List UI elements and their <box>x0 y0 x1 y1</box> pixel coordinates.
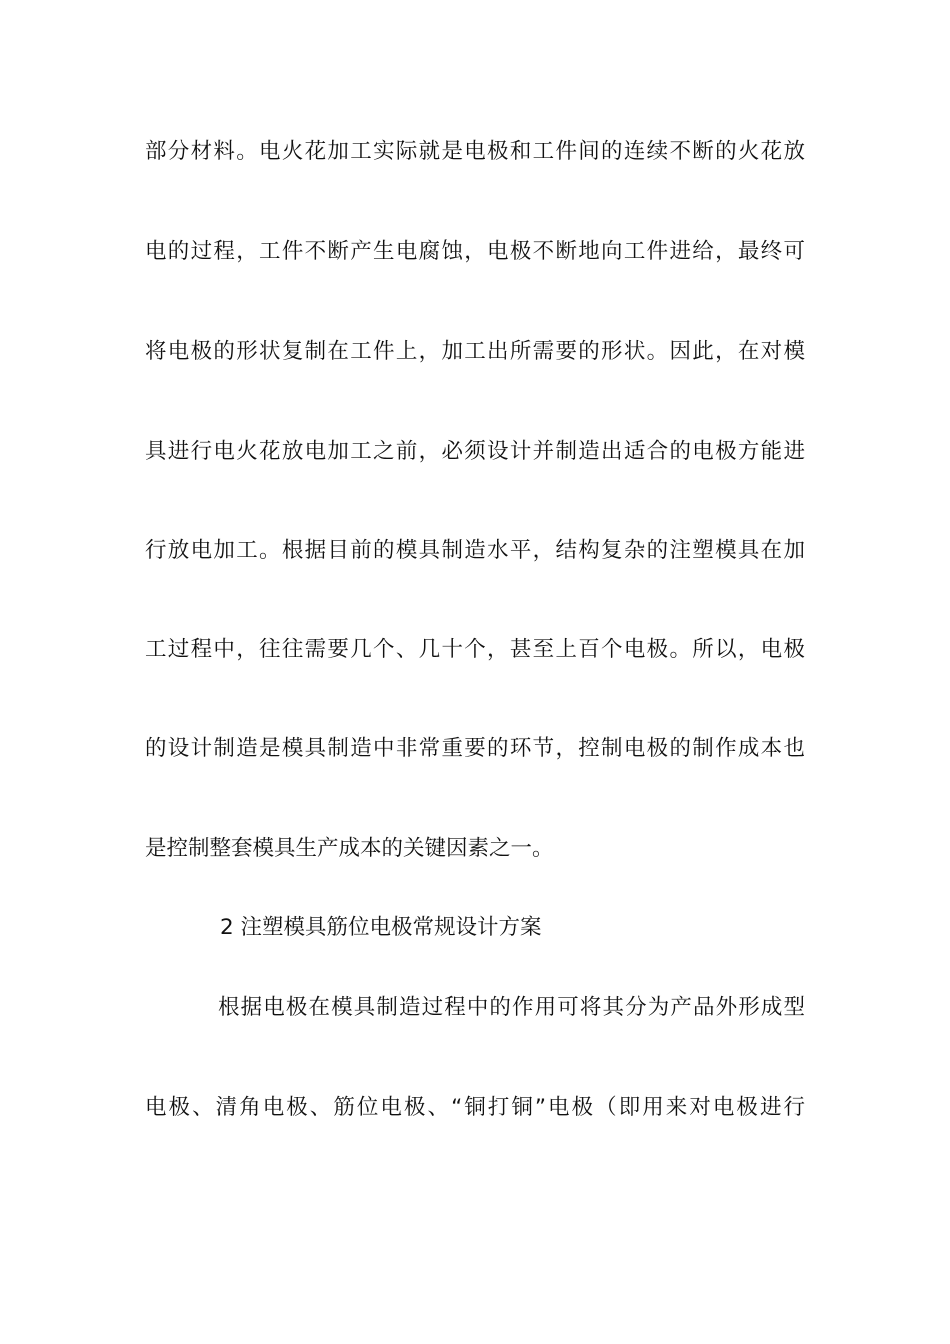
section-heading: 2 注塑模具筋位电极常规设计方案 <box>220 915 542 940</box>
paragraph-line: 电的过程，工件不断产生电腐蚀，电极不断地向工件进给，最终可 <box>145 239 805 264</box>
paragraph-line: 将电极的形状复制在工件上，加工出所需要的形状。因此，在对模 <box>145 339 805 364</box>
paragraph-line: 是控制整套模具生产成本的关键因素之一。 <box>145 836 554 861</box>
paragraph-line: 的设计制造是模具制造中非常重要的环节，控制电极的制作成本也 <box>145 736 805 761</box>
paragraph-line: 电极、清角电极、筋位电极、“铜打铜”电极（即用来对电极进行 <box>145 1095 805 1120</box>
paragraph-line: 行放电加工。根据目前的模具制造水平，结构复杂的注塑模具在加 <box>145 538 805 563</box>
paragraph-line: 部分材料。电火花加工实际就是电极和工件间的连续不断的火花放 <box>145 139 805 164</box>
paragraph-line: 工过程中，往往需要几个、几十个，甚至上百个电极。所以，电极 <box>145 637 805 662</box>
paragraph-line: 根据电极在模具制造过程中的作用可将其分为产品外形成型 <box>218 995 805 1020</box>
paragraph-line: 具进行电火花放电加工之前，必须设计并制造出适合的电极方能进 <box>145 439 805 464</box>
